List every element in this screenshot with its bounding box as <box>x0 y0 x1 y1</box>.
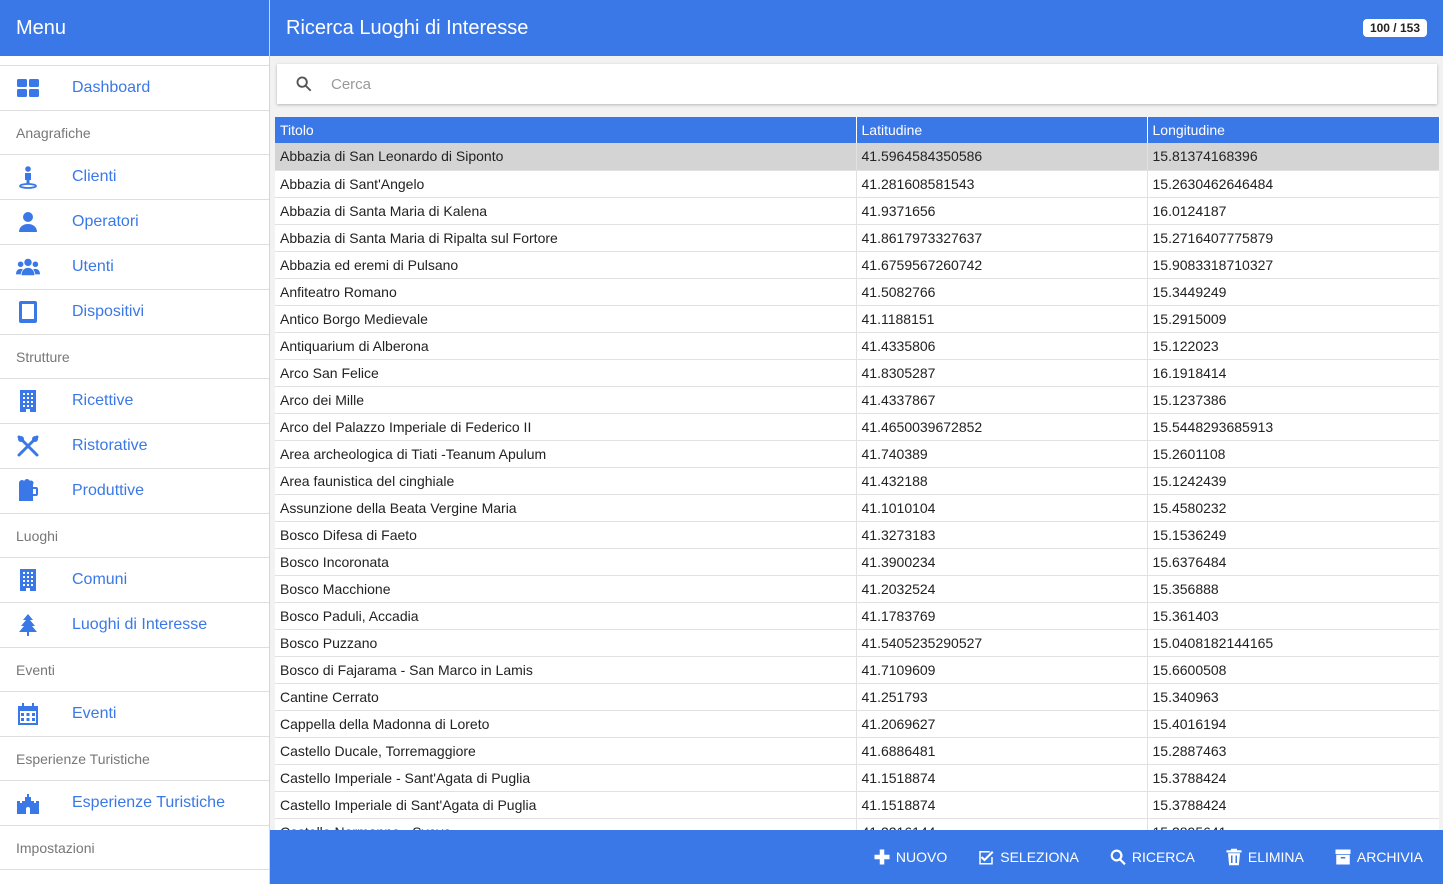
user-icon <box>0 210 72 234</box>
cell-longitudine: 15.3449249 <box>1147 278 1439 305</box>
cell-longitudine: 15.361403 <box>1147 602 1439 629</box>
cell-titolo: Anfiteatro Romano <box>275 278 856 305</box>
sidebar-item-luoghi-interesse[interactable] <box>0 603 269 648</box>
cell-latitudine: 41.3273183 <box>856 521 1147 548</box>
table-row[interactable] <box>275 386 1439 413</box>
cell-longitudine: 15.5448293685913 <box>1147 413 1439 440</box>
cell-latitudine: 41.4650039672852 <box>856 413 1147 440</box>
cell-titolo: Bosco Incoronata <box>275 548 856 575</box>
sidebar-title: Menu <box>0 0 269 56</box>
sidebar-item-eventi[interactable] <box>0 692 269 737</box>
cell-latitudine: 41.4337867 <box>856 386 1147 413</box>
sidebar-item-label: Dispositivi <box>72 303 145 320</box>
results-table <box>275 117 1439 830</box>
cell-latitudine: 41.1010104 <box>856 494 1147 521</box>
sidebar-item-operatori[interactable] <box>0 200 269 245</box>
table-header-row <box>275 117 1439 143</box>
table-row[interactable] <box>275 305 1439 332</box>
archive-icon <box>1334 848 1352 866</box>
sidebar-item-label: Operatori <box>72 213 139 230</box>
cell-titolo: Abbazia di Santa Maria di Ripalta sul Fortore <box>275 224 856 251</box>
building-icon <box>0 389 72 413</box>
cell-longitudine: 15.356888 <box>1147 575 1439 602</box>
tablet-icon <box>0 300 72 324</box>
cell-longitudine: 15.2716407775879 <box>1147 224 1439 251</box>
sidebar-item-label: Ristorative <box>72 437 148 454</box>
section-strutture: Strutture <box>0 335 269 379</box>
table-row[interactable] <box>275 251 1439 278</box>
sidebar-item-dispositivi[interactable] <box>0 290 269 335</box>
section-impostazioni: Impostazioni <box>0 826 269 870</box>
cell-longitudine: 15.2630462646484 <box>1147 170 1439 197</box>
cell-titolo: Abbazia di Santa Maria di Kalena <box>275 197 856 224</box>
cell-titolo: Bosco Difesa di Faeto <box>275 521 856 548</box>
cell-longitudine: 15.6600508 <box>1147 656 1439 683</box>
castle-icon <box>0 791 72 815</box>
sidebar-item-clienti[interactable] <box>0 155 269 200</box>
cell-longitudine: 15.4016194 <box>1147 710 1439 737</box>
sidebar-item-label: Eventi <box>72 705 117 722</box>
count-badge: 100 / 153 <box>1363 19 1427 37</box>
sidebar-item-comuni[interactable] <box>0 558 269 603</box>
cell-longitudine: 15.2887463 <box>1147 737 1439 764</box>
cell-latitudine: 41.251793 <box>856 683 1147 710</box>
cell-longitudine: 15.81374168396 <box>1147 143 1439 170</box>
plus-icon <box>873 848 891 866</box>
sidebar-item-ricettive[interactable] <box>0 379 269 424</box>
sidebar-item-utenti[interactable] <box>0 245 269 290</box>
cell-latitudine: 41.7109609 <box>856 656 1147 683</box>
cell-latitudine: 41.3900234 <box>856 548 1147 575</box>
cell-latitudine: 41.1783769 <box>856 602 1147 629</box>
sidebar-item-label: Produttive <box>72 482 145 499</box>
sidebar-item-label: Clienti <box>72 168 117 185</box>
cell-longitudine: 15.1242439 <box>1147 467 1439 494</box>
beer-mug-icon <box>0 479 72 503</box>
ricerca-button[interactable] <box>1109 848 1195 866</box>
sidebar <box>0 0 270 884</box>
cell-titolo: Assunzione della Beata Vergine Maria <box>275 494 856 521</box>
cell-longitudine: 15.1536249 <box>1147 521 1439 548</box>
cell-titolo: Castello Ducale, Torremaggiore <box>275 737 856 764</box>
cell-latitudine: 41.9371656 <box>856 197 1147 224</box>
sidebar-spacer <box>0 56 269 66</box>
table-row[interactable] <box>275 737 1439 764</box>
table-row[interactable] <box>275 602 1439 629</box>
cell-titolo: Bosco Paduli, Accadia <box>275 602 856 629</box>
cell-latitudine: 41.1188151 <box>856 305 1147 332</box>
cell-longitudine: 15.340963 <box>1147 683 1439 710</box>
cell-latitudine: 41.4335806 <box>856 332 1147 359</box>
cell-longitudine: 15.6376484 <box>1147 548 1439 575</box>
building-icon <box>0 568 72 592</box>
cell-longitudine: 15.9083318710327 <box>1147 251 1439 278</box>
table-row[interactable] <box>275 629 1439 656</box>
cell-titolo: Cappella della Madonna di Loreto <box>275 710 856 737</box>
cell-titolo: Bosco Puzzano <box>275 629 856 656</box>
search-bar <box>277 64 1437 104</box>
sidebar-item-label: Luoghi di Interesse <box>72 616 208 633</box>
cell-longitudine: 16.0124187 <box>1147 197 1439 224</box>
section-esperienze: Esperienze Turistiche <box>0 737 269 781</box>
cell-latitudine: 41.2069627 <box>856 710 1147 737</box>
cell-titolo: Abbazia di San Leonardo di Siponto <box>275 143 856 170</box>
cell-longitudine: 15.2601108 <box>1147 440 1439 467</box>
cell-titolo: Bosco Macchione <box>275 575 856 602</box>
cell-longitudine: 15.4580232 <box>1147 494 1439 521</box>
sidebar-item-label: Utenti <box>72 258 114 275</box>
cell-latitudine: 41.1518874 <box>856 764 1147 791</box>
cell-titolo: Castello Imperiale - Sant'Agata di Puglia <box>275 764 856 791</box>
cell-titolo: Antico Borgo Medievale <box>275 305 856 332</box>
section-eventi: Eventi <box>0 648 269 692</box>
cell-latitudine: 41.5964584350586 <box>856 143 1147 170</box>
cell-longitudine: 15.3788424 <box>1147 791 1439 818</box>
cutlery-icon <box>0 434 72 458</box>
cell-titolo: Bosco di Fajarama - San Marco in Lamis <box>275 656 856 683</box>
users-icon <box>0 255 72 279</box>
person-pin-icon <box>0 165 72 189</box>
cell-titolo: Cantine Cerrato <box>275 683 856 710</box>
nuovo-button[interactable] <box>873 848 947 866</box>
cell-latitudine: 41.281608581543 <box>856 170 1147 197</box>
main-panel <box>270 0 1443 884</box>
ricerca-label: RICERCA <box>1131 849 1195 865</box>
search-input[interactable] <box>331 76 1331 93</box>
table-row[interactable] <box>275 791 1439 818</box>
sidebar-item-produttive[interactable] <box>0 469 269 514</box>
column-header-longitudine[interactable]: Longitudine <box>1147 117 1439 143</box>
check-square-icon <box>977 848 995 866</box>
table-row[interactable] <box>275 413 1439 440</box>
table-row[interactable] <box>275 521 1439 548</box>
cell-titolo: Antiquarium di Alberona <box>275 332 856 359</box>
cell-latitudine: 41.740389 <box>856 440 1147 467</box>
sidebar-item-label: Esperienze Turistiche <box>72 794 225 811</box>
table-row[interactable] <box>275 440 1439 467</box>
cell-titolo: Castello Imperiale di Sant'Agata di Puglia <box>275 791 856 818</box>
page-title: Ricerca Luoghi di Interesse <box>286 16 529 39</box>
column-header-latitudine[interactable]: Latitudine <box>856 117 1147 143</box>
search-icon <box>1109 848 1127 866</box>
table-row[interactable] <box>275 575 1439 602</box>
dashboard-icon <box>0 76 72 100</box>
section-anagrafiche: Anagrafiche <box>0 111 269 155</box>
archivia-label: ARCHIVIA <box>1356 849 1423 865</box>
top-bar <box>270 0 1443 56</box>
cell-latitudine: 41.6886481 <box>856 737 1147 764</box>
sidebar-item-dashboard[interactable] <box>0 66 269 111</box>
sidebar-item-label: Dashboard <box>72 79 151 96</box>
table-row[interactable] <box>275 764 1439 791</box>
table-row[interactable] <box>275 494 1439 521</box>
sidebar-item-ristorative[interactable] <box>0 424 269 469</box>
sidebar-item-label: Comuni <box>72 571 128 588</box>
table-row[interactable] <box>275 278 1439 305</box>
cell-titolo: Arco dei Mille <box>275 386 856 413</box>
seleziona-button[interactable] <box>977 848 1079 866</box>
sidebar-item-label: Ricettive <box>72 392 134 409</box>
search-icon <box>277 75 331 93</box>
section-luoghi: Luoghi <box>0 514 269 558</box>
action-bar <box>270 830 1443 884</box>
table-row[interactable] <box>275 170 1439 197</box>
cell-longitudine: 15.122023 <box>1147 332 1439 359</box>
table-row[interactable] <box>275 224 1439 251</box>
cell-latitudine: 41.8305287 <box>856 359 1147 386</box>
cell-longitudine: 15.0408182144165 <box>1147 629 1439 656</box>
table-row[interactable] <box>275 197 1439 224</box>
seleziona-label: SELEZIONA <box>1000 849 1079 865</box>
trash-icon <box>1225 848 1243 866</box>
cell-longitudine: 15.2915009 <box>1147 305 1439 332</box>
column-header-titolo[interactable]: Titolo <box>275 117 856 143</box>
cell-titolo: Abbazia di Sant'Angelo <box>275 170 856 197</box>
table-row[interactable] <box>275 683 1439 710</box>
nuovo-label: NUOVO <box>895 849 948 865</box>
cell-latitudine: 41.2032524 <box>856 575 1147 602</box>
cell-latitudine: 41.432188 <box>856 467 1147 494</box>
cell-longitudine: 15.1237386 <box>1147 386 1439 413</box>
table-row[interactable] <box>275 332 1439 359</box>
tree-icon <box>0 613 72 637</box>
table-row[interactable] <box>275 143 1439 170</box>
cell-titolo: Area faunistica del cinghiale <box>275 467 856 494</box>
cell-longitudine: 15.3788424 <box>1147 764 1439 791</box>
elimina-label: ELIMINA <box>1247 849 1304 865</box>
cell-latitudine: 41.5405235290527 <box>856 629 1147 656</box>
cell-titolo: Arco San Felice <box>275 359 856 386</box>
cell-latitudine: 41.8617973327637 <box>856 224 1147 251</box>
cell-latitudine: 41.1518874 <box>856 791 1147 818</box>
cell-titolo: Area archeologica di Tiati -Teanum Apulum <box>275 440 856 467</box>
table-row[interactable] <box>275 359 1439 386</box>
table-row[interactable] <box>275 548 1439 575</box>
cell-titolo: Arco del Palazzo Imperiale di Federico II <box>275 413 856 440</box>
cell-latitudine: 41.5082766 <box>856 278 1147 305</box>
elimina-button[interactable] <box>1225 848 1304 866</box>
table-row[interactable] <box>275 710 1439 737</box>
cell-titolo: Abbazia ed eremi di Pulsano <box>275 251 856 278</box>
table-row[interactable] <box>275 656 1439 683</box>
cell-latitudine: 41.6759567260742 <box>856 251 1147 278</box>
table-row[interactable] <box>275 467 1439 494</box>
calendar-icon <box>0 702 72 726</box>
sidebar-item-esperienze[interactable] <box>0 781 269 826</box>
cell-longitudine: 16.1918414 <box>1147 359 1439 386</box>
archivia-button[interactable] <box>1334 848 1423 866</box>
